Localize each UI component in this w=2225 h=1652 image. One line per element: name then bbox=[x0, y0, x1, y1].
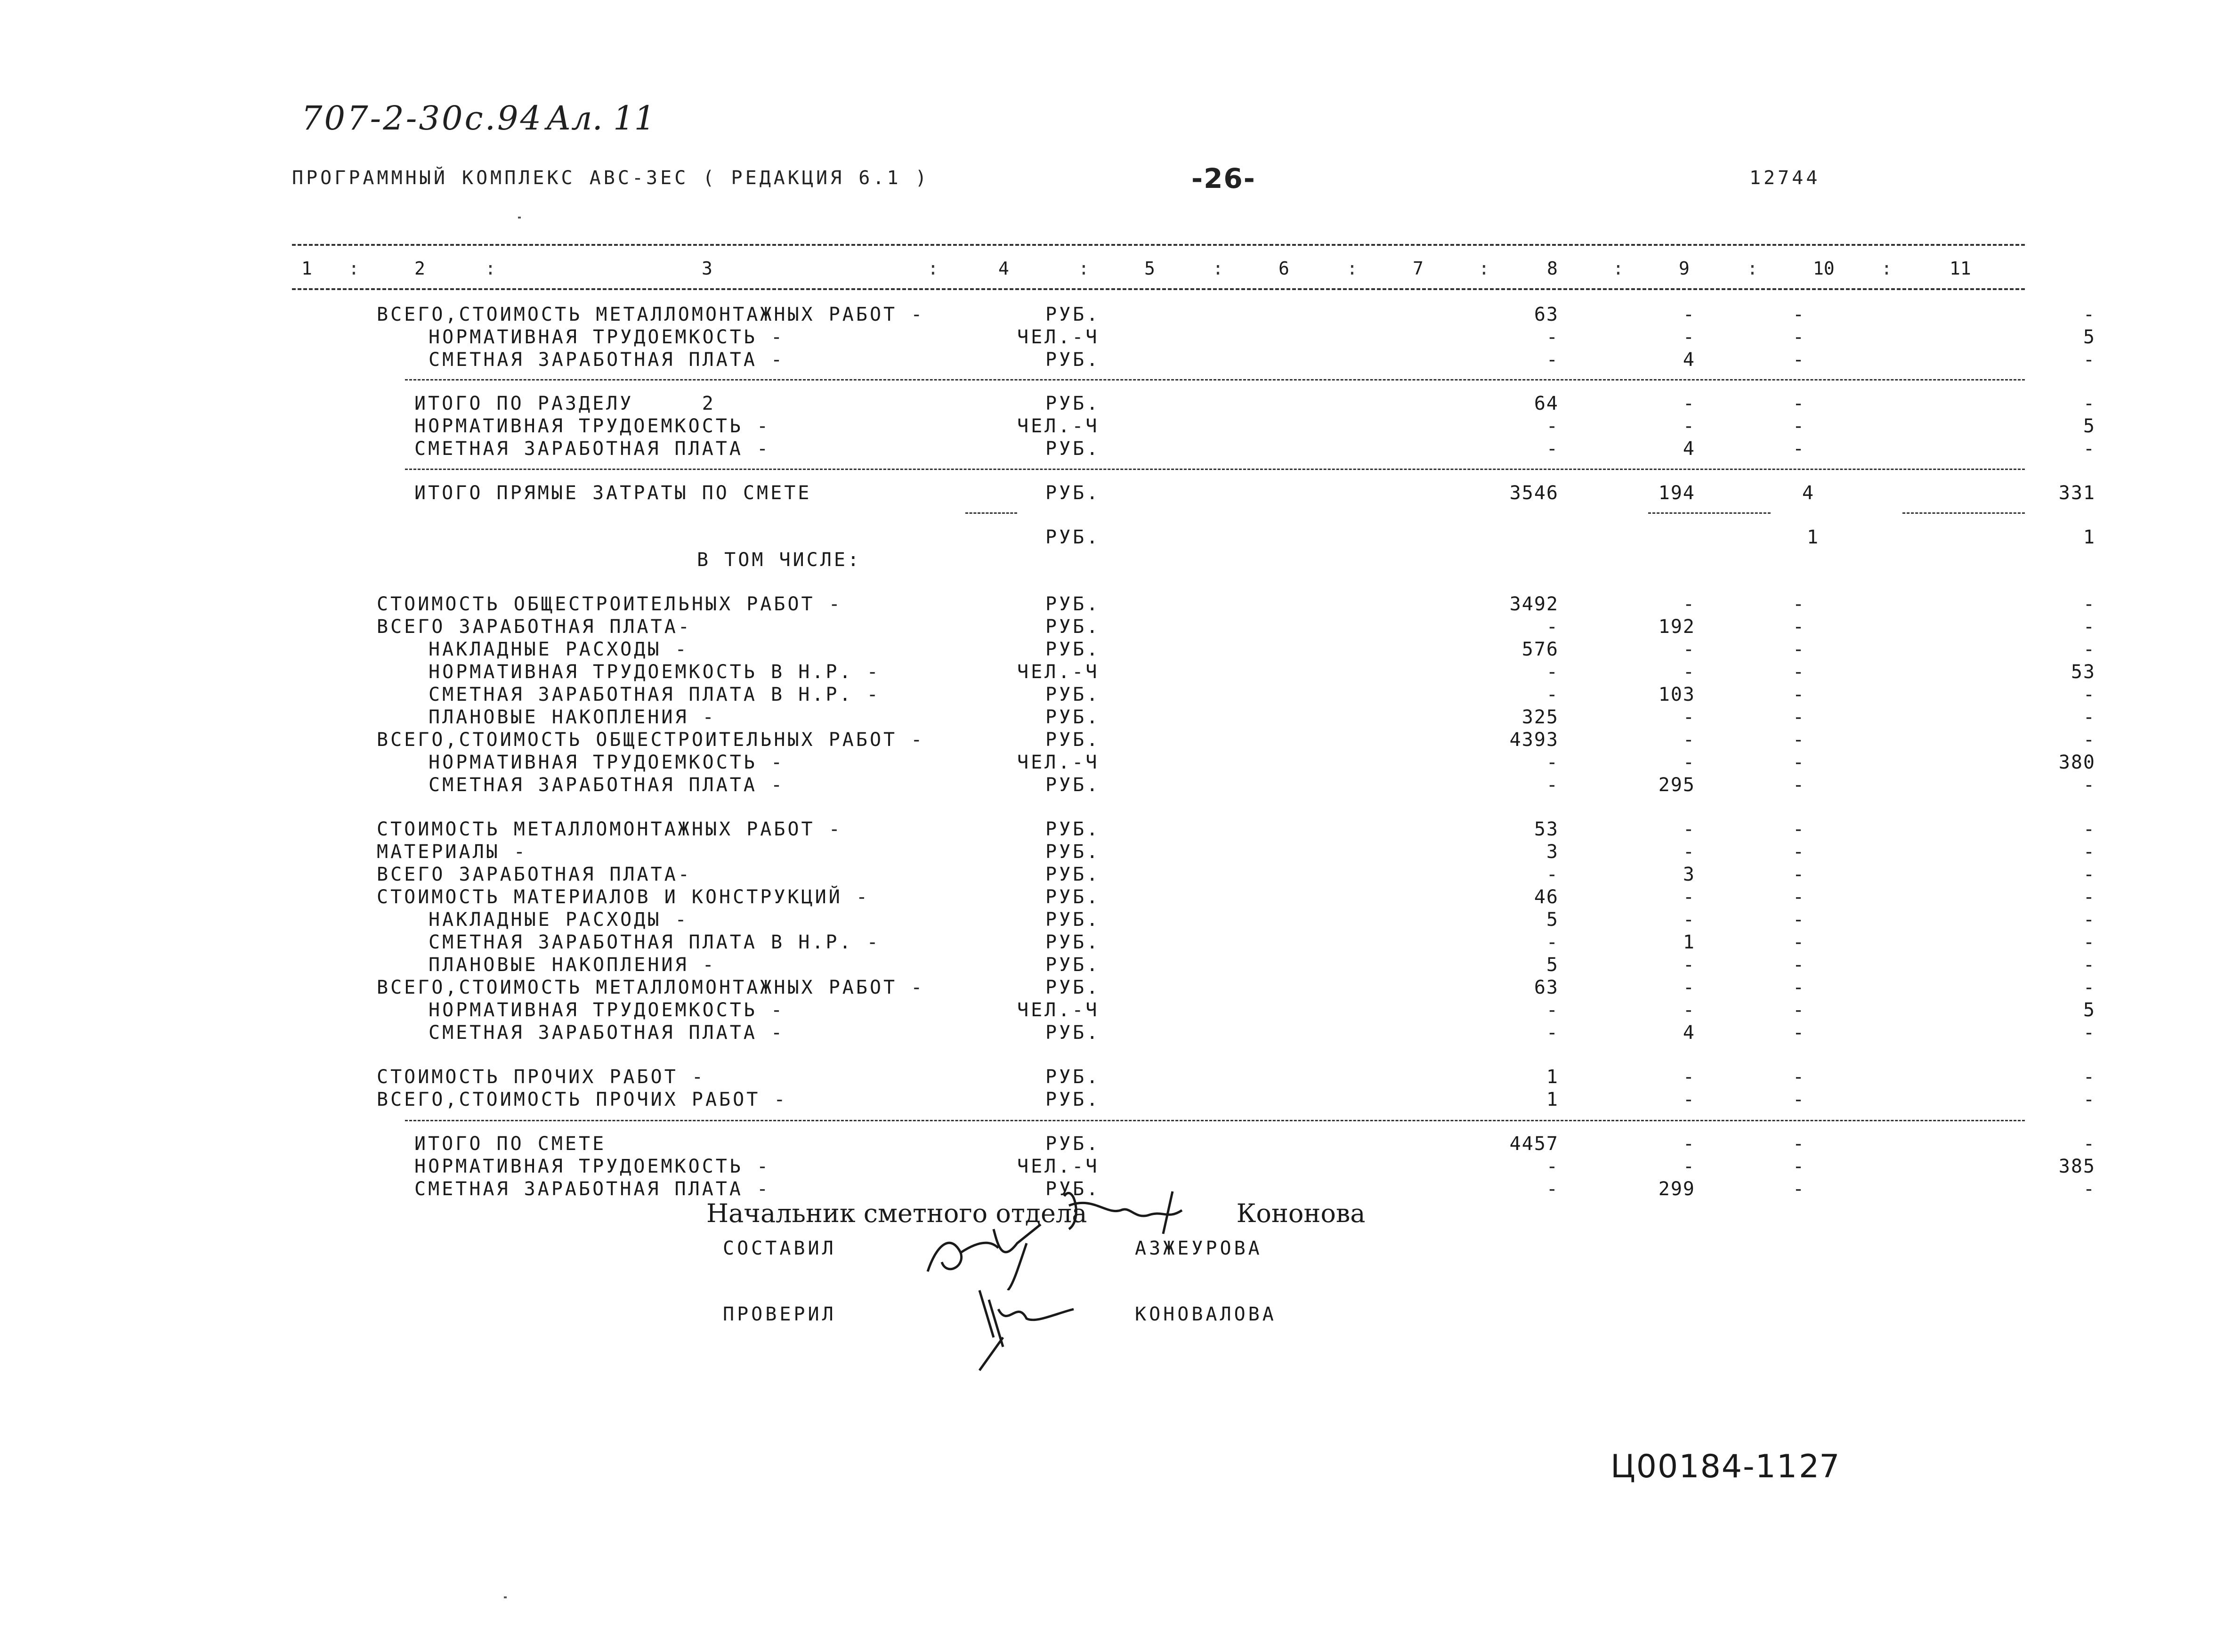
cell-col11: 53 bbox=[2071, 661, 2096, 683]
row-label: СМЕТНАЯ ЗАРАБОТНАЯ ПЛАТА - bbox=[429, 349, 785, 371]
cell-col8: - bbox=[1683, 752, 1695, 773]
column-number: 5 bbox=[1144, 258, 1155, 279]
row-unit: ЧЕЛ.-Ч bbox=[1017, 415, 1100, 437]
row-label: НОРМАТИВНАЯ ТРУДОЕМКОСТЬ - bbox=[429, 999, 785, 1021]
cell-col9: - bbox=[1792, 818, 1805, 840]
row-label: СМЕТНАЯ ЗАРАБОТНАЯ ПЛАТА - bbox=[429, 1022, 785, 1044]
row-label: ВСЕГО,СТОИМОСТЬ ОБЩЕСТРОИТЕЛЬНЫХ РАБОТ - bbox=[377, 729, 925, 751]
fraction-rule bbox=[1902, 512, 2025, 514]
row-unit: РУБ. bbox=[1045, 438, 1100, 460]
column-separator: : bbox=[1881, 258, 1892, 279]
cell-col8: 192 bbox=[1658, 616, 1695, 638]
row-unit: РУБ. bbox=[1045, 818, 1100, 840]
cell-col9: - bbox=[1792, 1156, 1805, 1177]
cell-col11: - bbox=[2083, 1089, 2096, 1110]
cell-col9: - bbox=[1792, 415, 1805, 437]
cell-col8: 299 bbox=[1658, 1178, 1695, 1200]
row-label: НАКЛАДНЫЕ РАСХОДЫ - bbox=[429, 639, 689, 660]
cell-col7: 576 bbox=[1521, 639, 1559, 660]
cell-col11: - bbox=[2083, 886, 2096, 908]
row-unit: РУБ. bbox=[1045, 593, 1100, 615]
cell-col9: - bbox=[1792, 774, 1805, 796]
cell-col9: - bbox=[1792, 954, 1805, 976]
column-separator: : bbox=[928, 258, 939, 279]
row-label: НОРМАТИВНАЯ ТРУДОЕМКОСТЬ - bbox=[414, 415, 771, 437]
cell-col8: 4 bbox=[1683, 438, 1695, 460]
row-unit: РУБ. bbox=[1045, 1178, 1100, 1200]
row-label: ИТОГО ПРЯМЫЕ ЗАТРАТЫ ПО СМЕТЕ bbox=[414, 482, 812, 504]
cell-col9: 4 bbox=[1802, 482, 1815, 504]
row-label: МАТЕРИАЛЫ - bbox=[377, 841, 527, 863]
row-unit: РУБ. bbox=[1045, 684, 1100, 705]
row-label: СМЕТНАЯ ЗАРАБОТНАЯ ПЛАТА В Н.Р. - bbox=[429, 931, 881, 953]
cell-col8: - bbox=[1683, 909, 1695, 931]
cell-col7: - bbox=[1546, 661, 1559, 683]
cell-col9: - bbox=[1792, 931, 1805, 953]
cell-col8: - bbox=[1683, 1066, 1695, 1088]
column-separator: : bbox=[1347, 258, 1358, 279]
cell-col11: - bbox=[2083, 954, 2096, 976]
row-unit: РУБ. bbox=[1045, 954, 1100, 976]
row-label: СМЕТНАЯ ЗАРАБОТНАЯ ПЛАТА - bbox=[414, 438, 771, 460]
cell-col9: - bbox=[1792, 393, 1805, 414]
cell-col9: - bbox=[1792, 1066, 1805, 1088]
cell-col8: - bbox=[1683, 415, 1695, 437]
cell-col8: 103 bbox=[1658, 684, 1695, 705]
cell-col9: - bbox=[1792, 1178, 1805, 1200]
cell-col9: - bbox=[1792, 729, 1805, 751]
cell-col11: - bbox=[2083, 977, 2096, 998]
chief-name: Кононова bbox=[1236, 1199, 1366, 1228]
cell-col9: - bbox=[1792, 864, 1805, 885]
checked-signature-mark bbox=[965, 1281, 1088, 1375]
row-unit: РУБ. bbox=[1045, 841, 1100, 863]
cell-col9: - bbox=[1792, 1089, 1805, 1110]
row-unit: РУБ. bbox=[1045, 729, 1100, 751]
row-label: ВСЕГО,СТОИМОСТЬ МЕТАЛЛОМОНТАЖНЫХ РАБОТ - bbox=[377, 304, 925, 325]
row-label: ВСЕГО ЗАРАБОТНАЯ ПЛАТА- bbox=[377, 616, 692, 638]
cell-col9: - bbox=[1792, 752, 1805, 773]
cell-col9: - bbox=[1792, 684, 1805, 705]
cell-col7: - bbox=[1546, 438, 1559, 460]
scan-speck bbox=[518, 217, 521, 219]
cell-col9: 1 bbox=[1806, 526, 1820, 548]
row-unit: РУБ. bbox=[1045, 1133, 1100, 1155]
column-number: 8 bbox=[1547, 258, 1558, 279]
fraction-rule bbox=[1648, 512, 1771, 514]
cell-col8: - bbox=[1683, 841, 1695, 863]
row-label: ВСЕГО,СТОИМОСТЬ МЕТАЛЛОМОНТАЖНЫХ РАБОТ - bbox=[377, 977, 925, 998]
cell-col7: - bbox=[1546, 1178, 1559, 1200]
compiled-label: СОСТАВИЛ bbox=[723, 1238, 836, 1259]
cell-col8: - bbox=[1683, 304, 1695, 325]
cell-col8: - bbox=[1683, 954, 1695, 976]
cell-col8: - bbox=[1683, 818, 1695, 840]
column-number: 3 bbox=[702, 258, 712, 279]
cell-col7: 3 bbox=[1546, 841, 1559, 863]
cell-col7: - bbox=[1546, 999, 1559, 1021]
row-label: СТОИМОСТЬ МЕТАЛЛОМОНТАЖНЫХ РАБОТ - bbox=[377, 818, 842, 840]
cell-col11: 380 bbox=[2058, 752, 2096, 773]
cell-col7: - bbox=[1546, 684, 1559, 705]
cell-col11: - bbox=[2083, 393, 2096, 414]
cell-col9: - bbox=[1792, 438, 1805, 460]
cell-col7: 64 bbox=[1534, 393, 1559, 414]
chief-title: Начальник сметного отдела bbox=[706, 1199, 1087, 1228]
row-label: ИТОГО ПО РАЗДЕЛУ 2 bbox=[414, 393, 716, 414]
cell-col11: - bbox=[2083, 1066, 2096, 1088]
footer-page-number: 27 bbox=[1799, 1448, 1840, 1485]
cell-col7: - bbox=[1546, 1156, 1559, 1177]
column-separator: : bbox=[1479, 258, 1489, 279]
checked-label: ПРОВЕРИЛ bbox=[723, 1304, 836, 1325]
cell-col7: 3546 bbox=[1509, 482, 1559, 504]
cell-col9: - bbox=[1792, 661, 1805, 683]
row-unit: ЧЕЛ.-Ч bbox=[1017, 752, 1100, 773]
cell-col7: 63 bbox=[1534, 977, 1559, 998]
row-unit: РУБ. bbox=[1045, 1066, 1100, 1088]
cell-col9: - bbox=[1792, 706, 1805, 728]
cell-col8: 1 bbox=[1683, 931, 1695, 953]
row-unit: ЧЕЛ.-Ч bbox=[1017, 1156, 1100, 1177]
cell-col9: - bbox=[1792, 326, 1805, 348]
checked-name: КОНОВАЛОВА bbox=[1135, 1304, 1277, 1325]
column-separator: : bbox=[1078, 258, 1089, 279]
row-label: НОРМАТИВНАЯ ТРУДОЕМКОСТЬ В Н.Р. - bbox=[429, 661, 881, 683]
cell-col7: - bbox=[1546, 1022, 1559, 1044]
column-separator: : bbox=[1213, 258, 1223, 279]
cell-col8: 4 bbox=[1683, 349, 1695, 371]
cell-col8: - bbox=[1683, 1089, 1695, 1110]
cell-col7: 325 bbox=[1521, 706, 1559, 728]
scan-speck bbox=[504, 1596, 507, 1598]
cell-col11: - bbox=[2083, 1178, 2096, 1200]
row-unit: РУБ. bbox=[1045, 864, 1100, 885]
row-unit: РУБ. bbox=[1045, 349, 1100, 371]
cell-col7: 3492 bbox=[1509, 593, 1559, 615]
row-unit: ЧЕЛ.-Ч bbox=[1017, 999, 1100, 1021]
section-rule bbox=[405, 469, 2025, 470]
section-rule bbox=[405, 1120, 2025, 1121]
column-number-row bbox=[292, 258, 2025, 282]
cell-col11: 5 bbox=[2083, 415, 2096, 437]
cell-col7: - bbox=[1546, 752, 1559, 773]
row-unit: РУБ. bbox=[1045, 931, 1100, 953]
cell-col7: - bbox=[1546, 326, 1559, 348]
cell-col11: - bbox=[2083, 639, 2096, 660]
row-unit: РУБ. bbox=[1045, 909, 1100, 931]
cell-col8: - bbox=[1683, 1133, 1695, 1155]
row-label: НАКЛАДНЫЕ РАСХОДЫ - bbox=[429, 909, 689, 931]
column-number: 11 bbox=[1950, 258, 1971, 279]
cell-col11: - bbox=[2083, 438, 2096, 460]
cell-col9: - bbox=[1792, 886, 1805, 908]
cell-col8: - bbox=[1683, 886, 1695, 908]
cell-col8: - bbox=[1683, 977, 1695, 998]
cell-col9: - bbox=[1792, 909, 1805, 931]
column-number: 10 bbox=[1813, 258, 1835, 279]
row-label: СТОИМОСТЬ МАТЕРИАЛОВ И КОНСТРУКЦИЙ - bbox=[377, 886, 870, 908]
cell-col8: - bbox=[1683, 593, 1695, 615]
cell-col8: - bbox=[1683, 729, 1695, 751]
cell-col7: 46 bbox=[1534, 886, 1559, 908]
cell-col9: - bbox=[1792, 616, 1805, 638]
row-label: НОРМАТИВНАЯ ТРУДОЕМКОСТЬ - bbox=[429, 752, 785, 773]
cell-col11: - bbox=[2083, 1133, 2096, 1155]
cell-col7: 1 bbox=[1546, 1089, 1559, 1110]
cell-col11: - bbox=[2083, 1022, 2096, 1044]
row-label: ВСЕГО ЗАРАБОТНАЯ ПЛАТА- bbox=[377, 864, 692, 885]
row-unit: РУБ. bbox=[1045, 706, 1100, 728]
row-label: ПЛАНОВЫЕ НАКОПЛЕНИЯ - bbox=[429, 706, 716, 728]
row-unit: РУБ. bbox=[1045, 482, 1100, 504]
document-code: 707-2-30с.94 bbox=[301, 99, 543, 138]
section-rule bbox=[405, 379, 2025, 381]
cell-col11: - bbox=[2083, 593, 2096, 615]
row-label: НОРМАТИВНАЯ ТРУДОЕМКОСТЬ - bbox=[414, 1156, 771, 1177]
row-unit: РУБ. bbox=[1045, 639, 1100, 660]
row-label: СМЕТНАЯ ЗАРАБОТНАЯ ПЛАТА - bbox=[414, 1178, 771, 1200]
cell-col8: - bbox=[1683, 706, 1695, 728]
cell-col7: 1 bbox=[1546, 1066, 1559, 1088]
cell-col8: - bbox=[1683, 1156, 1695, 1177]
cell-col7: - bbox=[1546, 774, 1559, 796]
cell-col8: - bbox=[1683, 326, 1695, 348]
row-unit: РУБ. bbox=[1045, 1089, 1100, 1110]
cell-col7: - bbox=[1546, 349, 1559, 371]
row-label: СМЕТНАЯ ЗАРАБОТНАЯ ПЛАТА - bbox=[429, 774, 785, 796]
table-top-rule bbox=[292, 244, 2025, 246]
fraction-rule bbox=[965, 512, 1017, 514]
row-unit: РУБ. bbox=[1045, 393, 1100, 414]
cell-col7: 4457 bbox=[1509, 1133, 1559, 1155]
cell-col7: 63 bbox=[1534, 304, 1559, 325]
cell-col11: - bbox=[2083, 931, 2096, 953]
cell-col7: 5 bbox=[1546, 909, 1559, 931]
cell-col7: - bbox=[1546, 415, 1559, 437]
cell-col11: 331 bbox=[2058, 482, 2096, 504]
cell-col8: 4 bbox=[1683, 1022, 1695, 1044]
cell-col11: 1 bbox=[2083, 526, 2096, 548]
cell-col7: 53 bbox=[1534, 818, 1559, 840]
cell-col7: 4393 bbox=[1509, 729, 1559, 751]
document-number: 12744 bbox=[1749, 167, 1820, 189]
row-label: СТОИМОСТЬ ПРОЧИХ РАБОТ - bbox=[377, 1066, 705, 1088]
row-unit: РУБ. bbox=[1045, 526, 1100, 548]
row-unit: ЧЕЛ.-Ч bbox=[1017, 326, 1100, 348]
cell-col11: - bbox=[2083, 841, 2096, 863]
cell-col11: - bbox=[2083, 864, 2096, 885]
cell-col8: 295 bbox=[1658, 774, 1695, 796]
column-separator: : bbox=[348, 258, 359, 279]
cell-col8: 3 bbox=[1683, 864, 1695, 885]
column-separator: : bbox=[1613, 258, 1624, 279]
cell-col9: - bbox=[1792, 841, 1805, 863]
cell-col9: - bbox=[1792, 1022, 1805, 1044]
row-unit: ЧЕЛ.-Ч bbox=[1017, 661, 1100, 683]
row-label: ИТОГО ПО СМЕТЕ bbox=[414, 1133, 607, 1155]
row-unit: РУБ. bbox=[1045, 616, 1100, 638]
compiled-signature-mark bbox=[918, 1215, 1069, 1290]
table-header-rule bbox=[292, 288, 2025, 290]
cell-col11: 5 bbox=[2083, 326, 2096, 348]
cell-col8: - bbox=[1683, 999, 1695, 1021]
cell-col9: - bbox=[1792, 977, 1805, 998]
column-separator: : bbox=[485, 258, 496, 279]
cell-col11: 5 bbox=[2083, 999, 2096, 1021]
footer-code: Ц00184-11 bbox=[1610, 1448, 1798, 1485]
cell-col11: - bbox=[2083, 616, 2096, 638]
cell-col9: - bbox=[1792, 304, 1805, 325]
cell-col11: - bbox=[2083, 729, 2096, 751]
cell-col7: - bbox=[1546, 616, 1559, 638]
row-label: СМЕТНАЯ ЗАРАБОТНАЯ ПЛАТА В Н.Р. - bbox=[429, 684, 881, 705]
column-separator: : bbox=[1747, 258, 1758, 279]
row-label: СТОИМОСТЬ ОБЩЕСТРОИТЕЛЬНЫХ РАБОТ - bbox=[377, 593, 842, 615]
cell-col9: - bbox=[1792, 349, 1805, 371]
cell-col11: - bbox=[2083, 818, 2096, 840]
row-label: НОРМАТИВНАЯ ТРУДОЕМКОСТЬ - bbox=[429, 326, 785, 348]
cell-col8: - bbox=[1683, 393, 1695, 414]
row-unit: РУБ. bbox=[1045, 886, 1100, 908]
cell-col8: 194 bbox=[1658, 482, 1695, 504]
row-label: В ТОМ ЧИСЛЕ: bbox=[697, 549, 861, 571]
column-number: 4 bbox=[998, 258, 1009, 279]
row-unit: РУБ. bbox=[1045, 1022, 1100, 1044]
cell-col9: - bbox=[1792, 593, 1805, 615]
cell-col7: 5 bbox=[1546, 954, 1559, 976]
cell-col11: - bbox=[2083, 706, 2096, 728]
column-number: 6 bbox=[1278, 258, 1289, 279]
chief-signature-mark bbox=[1055, 1177, 1206, 1243]
cell-col8: - bbox=[1683, 639, 1695, 660]
cell-col11: - bbox=[2083, 349, 2096, 371]
cell-col11: - bbox=[2083, 304, 2096, 325]
cell-col9: - bbox=[1792, 1133, 1805, 1155]
row-label: ПЛАНОВЫЕ НАКОПЛЕНИЯ - bbox=[429, 954, 716, 976]
program-header: ПРОГРАММНЫЙ КОМПЛЕКС АВС-3ЕС ( РЕДАКЦИЯ 6.1 ) bbox=[292, 167, 930, 189]
compiled-name: АЗЖЕУРОВА bbox=[1135, 1238, 1262, 1259]
cell-col8: - bbox=[1683, 661, 1695, 683]
sheet-label: Ал. 11 bbox=[546, 99, 655, 138]
page-number: -26- bbox=[1191, 162, 1256, 194]
row-unit: РУБ. bbox=[1045, 774, 1100, 796]
cell-col11: - bbox=[2083, 684, 2096, 705]
column-number: 2 bbox=[414, 258, 425, 279]
cell-col7: - bbox=[1546, 864, 1559, 885]
cell-col11: 385 bbox=[2058, 1156, 2096, 1177]
cell-col9: - bbox=[1792, 639, 1805, 660]
cell-col7: - bbox=[1546, 931, 1559, 953]
cell-col9: - bbox=[1792, 999, 1805, 1021]
column-number: 7 bbox=[1413, 258, 1424, 279]
column-number: 1 bbox=[301, 258, 312, 279]
row-unit: РУБ. bbox=[1045, 977, 1100, 998]
column-number: 9 bbox=[1679, 258, 1690, 279]
row-unit: РУБ. bbox=[1045, 304, 1100, 325]
row-label: ВСЕГО,СТОИМОСТЬ ПРОЧИХ РАБОТ - bbox=[377, 1089, 788, 1110]
cell-col11: - bbox=[2083, 909, 2096, 931]
cell-col11: - bbox=[2083, 774, 2096, 796]
